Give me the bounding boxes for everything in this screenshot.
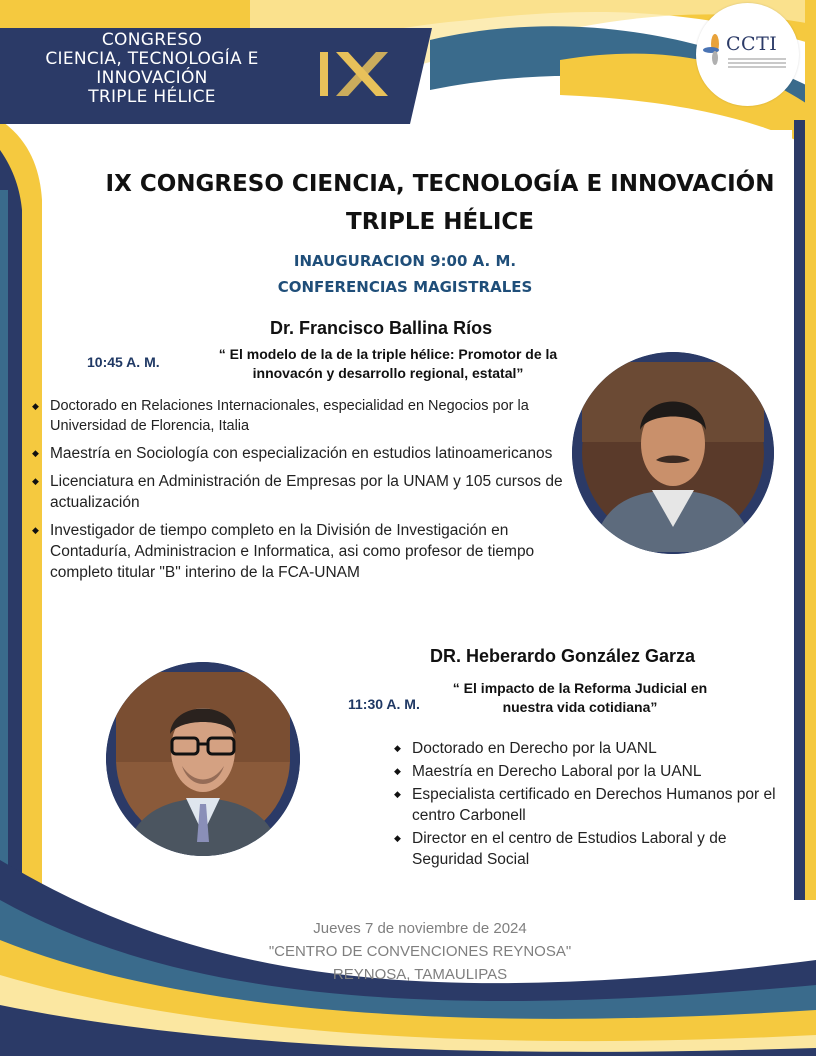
- speaker-2-credentials: [392, 738, 782, 872]
- main-title-line-1: IX CONGRESO CIENCIA, TECNOLOGÍA E INNOVACIÓN: [105, 171, 775, 197]
- header-line: INNOVACIÓN: [96, 68, 208, 88]
- speaker-2-talk-title: [436, 679, 724, 717]
- bullet-icon: ◆: [394, 789, 401, 799]
- speaker-1-portrait: [572, 352, 774, 554]
- speaker-1-talk-title: [206, 345, 570, 383]
- inauguration-time: INAUGURACION 9:00 A. M.: [293, 252, 517, 270]
- speaker-1-credentials: [30, 396, 590, 590]
- speaker-2-photo: [106, 662, 300, 856]
- roman-numeral-logo: [318, 49, 392, 104]
- list-item: ◆ Doctorado en Relaciones Internacionales, especialidad en Negocios por la Universidad de Florencia, Italia: [32, 398, 529, 434]
- bullet-icon: ◆: [394, 743, 401, 753]
- ccti-logo-text: CCTI: [726, 33, 778, 55]
- list-item: ◆ Licenciatura en Administración de Empresas por la UNAM y 105 cursos de actualización: [32, 473, 563, 511]
- roman-numeral-graphic: [318, 49, 392, 99]
- list-item: ◆ Maestría en Sociología con especialización en estudios latinoamericanos: [32, 445, 553, 462]
- header-congress-title: [0, 31, 304, 107]
- main-title-line-2: TRIPLE HÉLICE: [346, 209, 534, 235]
- bullet-icon: ◆: [394, 833, 401, 843]
- header-line: TRIPLE HÉLICE: [88, 87, 216, 107]
- event-city: REYNOSA, TAMAULIPAS: [332, 966, 508, 983]
- speaker-1-name: Dr. Francisco Ballina Ríos: [270, 318, 493, 338]
- list-item: ◆ Maestría en Derecho Laboral por la UANL: [394, 763, 702, 780]
- talk-title-line: nuestra vida cotidiana”: [502, 699, 658, 715]
- event-date: Jueves 7 de noviembre de 2024: [313, 920, 527, 937]
- talk-title-line: “ El impacto de la Reforma Judicial en: [452, 680, 708, 696]
- bullet-icon: ◆: [394, 766, 401, 776]
- list-item: ◆ Especialista certificado en Derechos Humanos por el centro Carbonell: [394, 786, 776, 824]
- list-item: ◆ Investigador de tiempo completo en la División de Investigación en Contaduría, Administracion e Informatica, asi como profesor de tiempo completo titular "B" interino de la FCA-UNAM: [32, 522, 535, 581]
- speaker-2-time: 11:30 A. M.: [348, 696, 420, 712]
- logo-fine-print: [728, 58, 786, 70]
- event-venue: "CENTRO DE CONVENCIONES REYNOSA": [268, 943, 572, 960]
- talk-title-line: innovacón y desarrollo regional, estatal”: [252, 365, 524, 381]
- speaker-2-name: DR. Heberardo González Garza: [430, 646, 696, 666]
- list-item: ◆ Doctorado en Derecho por la UANL: [394, 740, 657, 757]
- speaker-2-portrait: [106, 662, 300, 856]
- ccti-emblem-icon: [702, 30, 728, 70]
- bullet-icon: ◆: [32, 476, 39, 486]
- header-line: CIENCIA, TECNOLOGÍA E: [45, 49, 259, 69]
- conferences-heading: CONFERENCIAS MAGISTRALES: [277, 278, 533, 296]
- bullet-icon: ◆: [32, 401, 39, 411]
- speaker-1-time: 10:45 A. M.: [87, 354, 160, 370]
- list-item: ◆ Director en el centro de Estudios Laboral y de Seguridad Social: [394, 830, 727, 868]
- talk-title-line: “ El modelo de la de la triple hélice: Promotor de la: [218, 346, 558, 362]
- header-line: CONGRESO: [101, 30, 203, 50]
- bullet-icon: ◆: [32, 448, 39, 458]
- speaker-1-photo: [572, 352, 774, 554]
- bullet-icon: ◆: [32, 525, 39, 535]
